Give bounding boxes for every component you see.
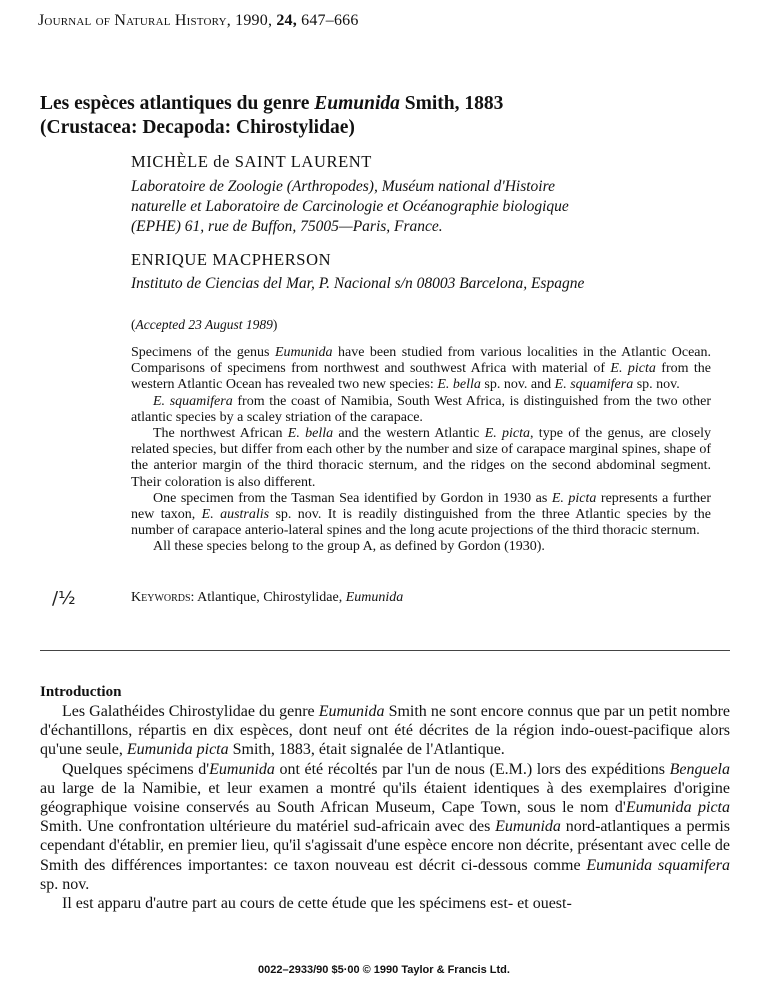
keywords: Keywords: Atlantique, Chirostylidae, Eumunida	[131, 590, 404, 605]
abstract	[131, 345, 711, 556]
author-name: ENRIQUE MACPHERSON	[131, 250, 332, 269]
body-paragraph: Les Galathéides Chirostylidae du genre Eumunida Smith ne sont encore connus que par un petit nombre d'échantillons, répartis en dix espèces, dont neuf ont été décrites de la région indo-ouest-pacifique alors qu'une seule, Eumunida picta Smith, 1883, était signalée de l'Atlantique.	[40, 703, 731, 759]
abstract-paragraph: One specimen from the Tasman Sea identified by Gordon in 1930 as E. picta represents a further new taxon, E. australis sp. nov. It is readily distinguished from the three Atlantic species by the number of carapace anterio-lateral spines and the long acute projections of the third thoracic sternum.	[131, 490, 711, 539]
title-genus: Eumunida	[314, 93, 400, 114]
body-paragraph: Quelques spécimens d'Eumunida ont été récoltés par l'un de nous (E.M.) lors des expéditions Benguela au large de la Namibie, et leur examen a montré qu'ils étaient identiques à des exemplaires d'origine géographique voisine conservés au South African Museum, Cape Town, sous le nom d'Eumunida picta Smith. Une confrontation ultérieure du matériel sud-africain avec des Eumunida nord-atlantiques a permis cependant d'établir, en premier lieu, qu'il s'agissait d'une espèce encore non décrite, présentant avec celle de Smith des différences importantes: ce taxon nouveau est décrit ci-dessous comme Eumunida squamifera sp. nov.	[40, 760, 731, 893]
abstract-paragraph: All these species belong to the group A, as defined by Gordon (1930).	[153, 539, 545, 555]
body-paragraph: Il est apparu d'autre part au cours de cette étude que les spécimens est- et ouest-	[62, 895, 572, 913]
accepted-date: (Accepted 23 August 1989)	[131, 317, 278, 332]
running-header	[38, 12, 359, 30]
section-heading: Introduction	[40, 684, 122, 700]
handwritten-mark: /½	[52, 588, 76, 609]
journal-name: Journal of Natural History,	[38, 12, 231, 29]
journal-year: 1990,	[235, 12, 273, 29]
author-affiliation: Instituto de Ciencias del Mar, P. Nacional s/n 08003 Barcelona, Espagne	[131, 275, 585, 292]
author-affiliation: Laboratoire de Zoologie (Arthropodes), Muséum national d'Histoire naturelle et Laboratoire de Carcinologie et Océanographie biologique (EPHE) 61, rue de Buffon, 75005—Paris, France.	[131, 178, 569, 235]
section-divider	[40, 650, 730, 651]
author-name: MICHÈLE de SAINT LAURENT	[131, 152, 372, 171]
abstract-paragraph: Specimens of the genus Eumunida have been studied from various localities in the Atlantic Ocean. Comparisons of specimens from northwest and southwest Africa with material of E. picta from the western Atlantic Ocean has revealed two new species: E. bella sp. nov. and E. squamifera sp. nov.	[131, 345, 712, 393]
title-line-2: (Crustacea: Decapoda: Chirostylidae)	[40, 117, 355, 138]
abstract-paragraph: E. squamifera from the coast of Namibia, South West Africa, is distinguished from the two other atlantic species by a scaley striation of the carapace.	[131, 393, 711, 425]
abstract-paragraph: The northwest African E. bella and the western Atlantic E. picta, type of the genus, are closely related species, but differ from each other by the number and size of carapace marginal spines, shape of the anterior margin of the third thoracic sternum, and the ridges on the second abdominal segment. Their coloration is also different.	[131, 426, 711, 490]
title-line-1: Les espèces atlantiques du genre Eumunida Smith, 1883	[40, 93, 504, 114]
article-title	[40, 92, 730, 140]
body-text	[40, 702, 730, 913]
copyright-footer: 0022–2933/90 $5·00 © 1990 Taylor & Francis Ltd.	[258, 964, 510, 976]
journal-pages: 647–666	[301, 12, 359, 29]
keywords-label: Keywords:	[131, 590, 195, 605]
journal-volume: 24,	[276, 12, 297, 29]
